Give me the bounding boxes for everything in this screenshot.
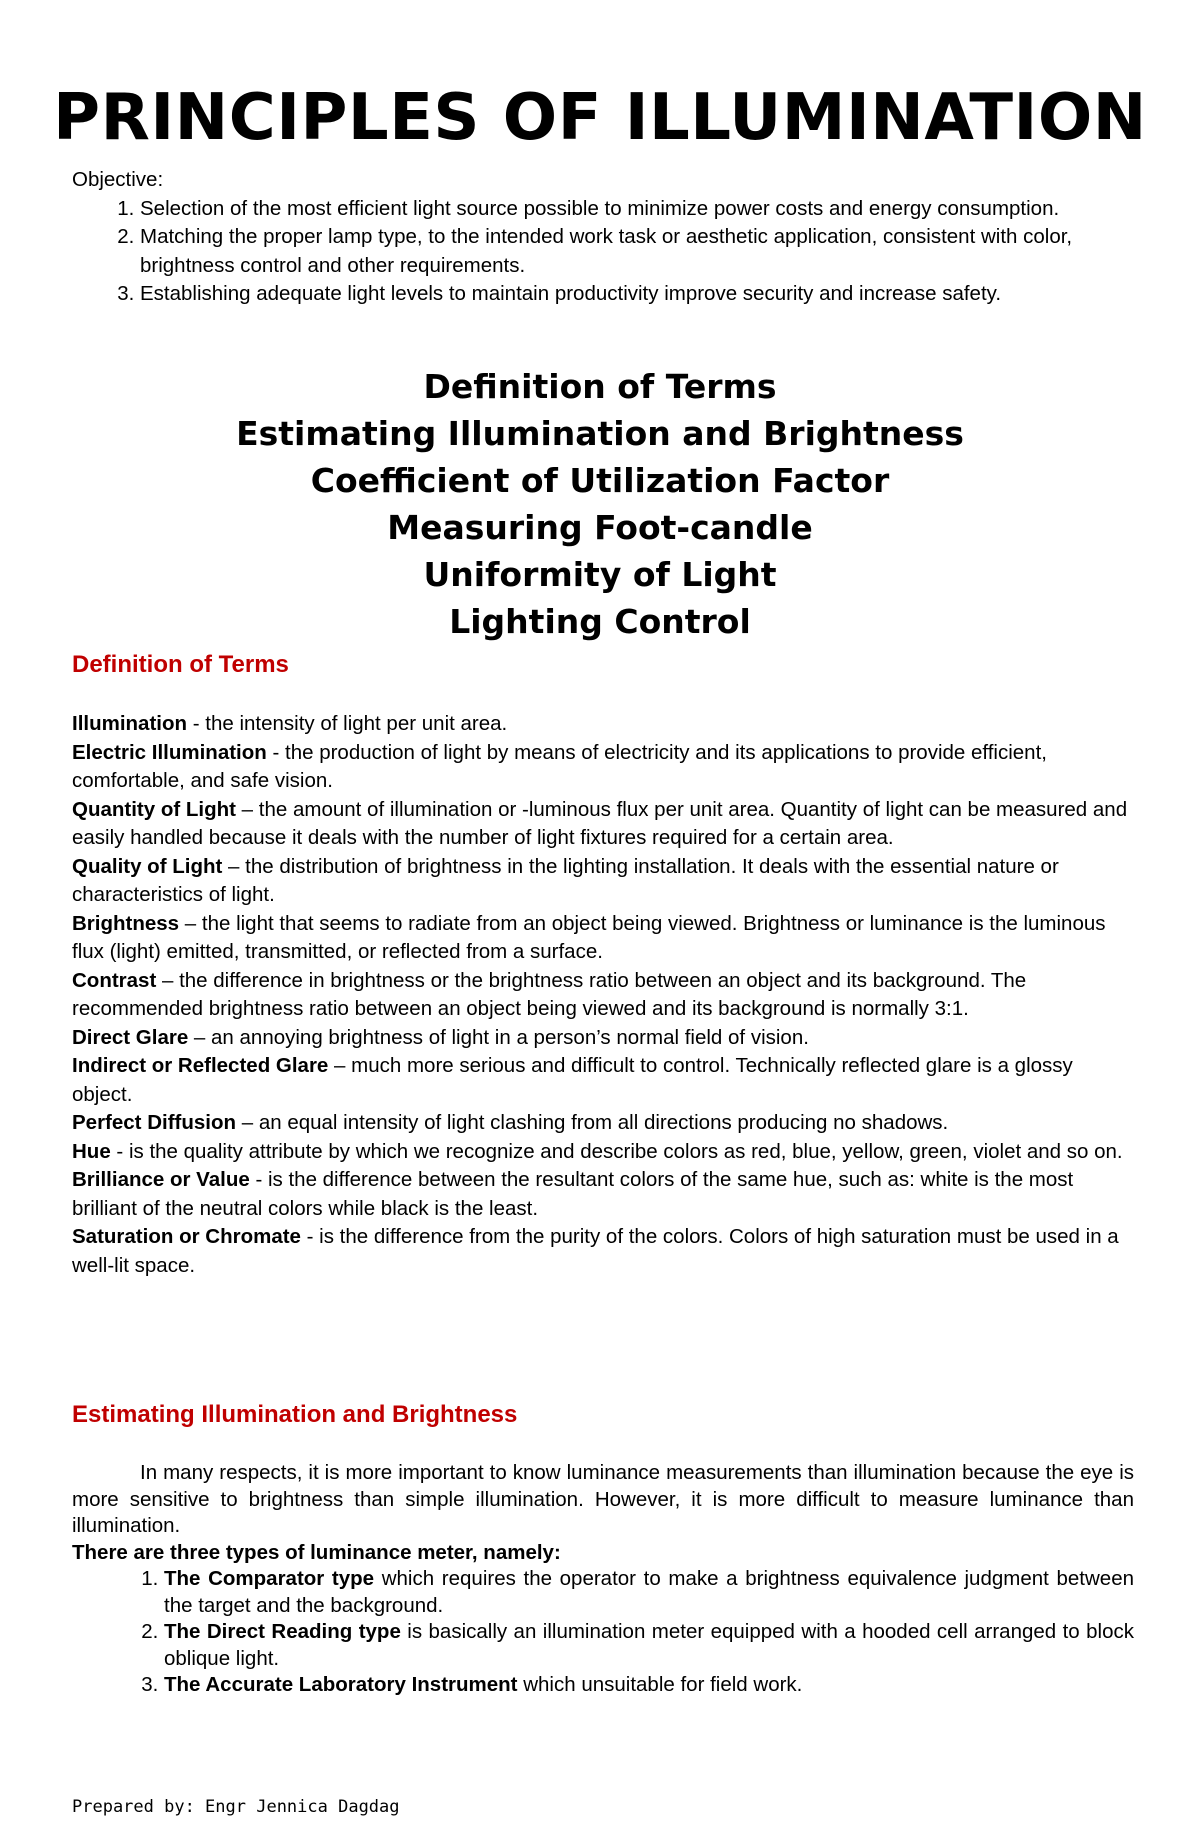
definition-text: - is the difference between the resultant colors of the same hue, such as: white is the most brilliant of the neutral colors while black is the least. <box>72 1168 1074 1220</box>
meter-type-item <box>164 1566 1134 1619</box>
definition-text: – an annoying brightness of light in a person’s normal field of vision. <box>188 1025 809 1049</box>
objective-item: 1. Selection of the most efficient light source possible to minimize power costs and energy consumption. <box>140 195 1132 224</box>
definition-text: - is the difference from the purity of the colors. Colors of high saturation must be used in a well-lit space. <box>72 1225 1119 1277</box>
definition-term: Brightness <box>72 911 180 935</box>
definition-item <box>72 739 1132 796</box>
definition-item <box>72 1166 1132 1223</box>
definition-text: - the production of light by means of electricity and its applications to provide efficient, comfortable, and safe vision. <box>72 740 1047 792</box>
definition-text: – much more serious and difficult to control. Technically reflected glare is a glossy object. <box>72 1054 1073 1106</box>
definition-term: Indirect or Reflected Glare <box>72 1054 329 1077</box>
objective-item: 2. Matching the proper lamp type, to the intended work task or aesthetic application, consistent with color, brightness control and other requirements. <box>140 223 1132 280</box>
definition-item <box>72 853 1132 910</box>
topic-item: Coefficient of Utilization Factor <box>310 461 890 500</box>
meter-type-text: which unsuitable for field work. <box>517 1673 803 1696</box>
objective-list <box>72 195 1132 309</box>
topic-item: Uniformity of Light <box>423 555 777 594</box>
meter-types-lead: There are three types of luminance meter, namely: <box>72 1541 561 1564</box>
definition-item <box>72 1024 1132 1053</box>
definition-item <box>72 1223 1132 1280</box>
definition-term: Saturation or Chromate <box>72 1225 301 1248</box>
meter-type-item <box>164 1619 1134 1672</box>
meter-type-text: which requires the operator to make a brightness equivalence judgment between the target and the background. <box>164 1567 1134 1617</box>
definition-term: Hue <box>72 1139 111 1163</box>
topic-item: Measuring Foot-candle <box>387 508 813 547</box>
meter-type-item <box>164 1672 1134 1699</box>
definition-term: Perfect Diffusion <box>72 1111 237 1134</box>
topic-item: Estimating Illumination and Brightness <box>236 414 964 453</box>
estimating-paragraph: In many respects, it is more important to know luminance measurements than illumination because the eye is more sensitive to brightness than simple illumination. However, it is more difficult to measure luminance than illumination. <box>72 1461 1134 1537</box>
definition-item <box>72 796 1132 853</box>
definition-text: - the intensity of light per unit area. <box>187 712 508 735</box>
meter-types-list <box>72 1566 1134 1699</box>
estimating-heading: Estimating Illumination and Brightness <box>72 1401 518 1428</box>
definition-term: Quality of Light <box>72 854 223 878</box>
objective-item: 3. Establishing adequate light levels to maintain productivity improve security and increase safety. <box>140 280 1132 309</box>
meter-type-term: The Direct Reading type <box>164 1620 401 1643</box>
definition-term: Brilliance or Value <box>72 1168 250 1191</box>
meter-type-term: The Comparator type <box>164 1567 375 1590</box>
definition-item <box>72 710 1132 739</box>
meter-type-term: The Accurate Laboratory Instrument <box>164 1673 518 1696</box>
definition-item <box>72 1138 1132 1167</box>
definition-item <box>72 1109 1132 1138</box>
definition-term: Illumination <box>72 712 188 735</box>
definition-text: – the difference in brightness or the brightness ratio between an object and its background. The recommended brightness ratio between an object being viewed and its background is normally 3:1. <box>72 968 1027 1020</box>
definition-term: Quantity of Light <box>72 797 236 821</box>
document-title: PRINCIPLES OF ILLUMINATION <box>53 81 1147 155</box>
definition-term: Contrast <box>72 968 157 992</box>
definition-item <box>72 1052 1132 1109</box>
definition-text: – the light that seems to radiate from an object being viewed. Brightness or luminance is the luminous flux (light) emitted, transmitted, or reflected from a surface. <box>72 911 1106 963</box>
definition-text: - is the quality attribute by which we recognize and describe colors as red, blue, yellow, green, violet and so on. <box>110 1139 1123 1163</box>
definition-text: – an equal intensity of light clashing from all directions producing no shadows. <box>236 1111 949 1134</box>
definitions-heading: Definition of Terms <box>72 651 289 678</box>
topic-item: Definition of Terms <box>423 367 777 406</box>
definition-text: – the distribution of brightness in the lighting installation. It deals with the essential nature or characteristics of light. <box>72 854 1059 906</box>
prepared-by-footer: Prepared by: Engr Jennica Dagdag <box>72 1797 400 1817</box>
estimating-intro <box>72 1460 1134 1540</box>
definition-term: Direct Glare <box>72 1025 189 1049</box>
definition-text: – the amount of illumination or -luminous flux per unit area. Quantity of light can be measured and easily handled because it deals with the number of light fixtures required for a certain area. <box>72 797 1128 849</box>
meter-type-text: is basically an illumination meter equipped with a hooded cell arranged to block oblique light. <box>164 1620 1134 1670</box>
topic-item: Lighting Control <box>449 602 751 641</box>
definition-term: Electric Illumination <box>72 740 267 764</box>
objective-label: Objective: <box>72 168 164 191</box>
definition-item <box>72 910 1132 967</box>
definition-item <box>72 967 1132 1024</box>
objective-section <box>72 166 1132 309</box>
topics-list <box>0 363 1200 645</box>
definitions-list <box>72 710 1132 1280</box>
